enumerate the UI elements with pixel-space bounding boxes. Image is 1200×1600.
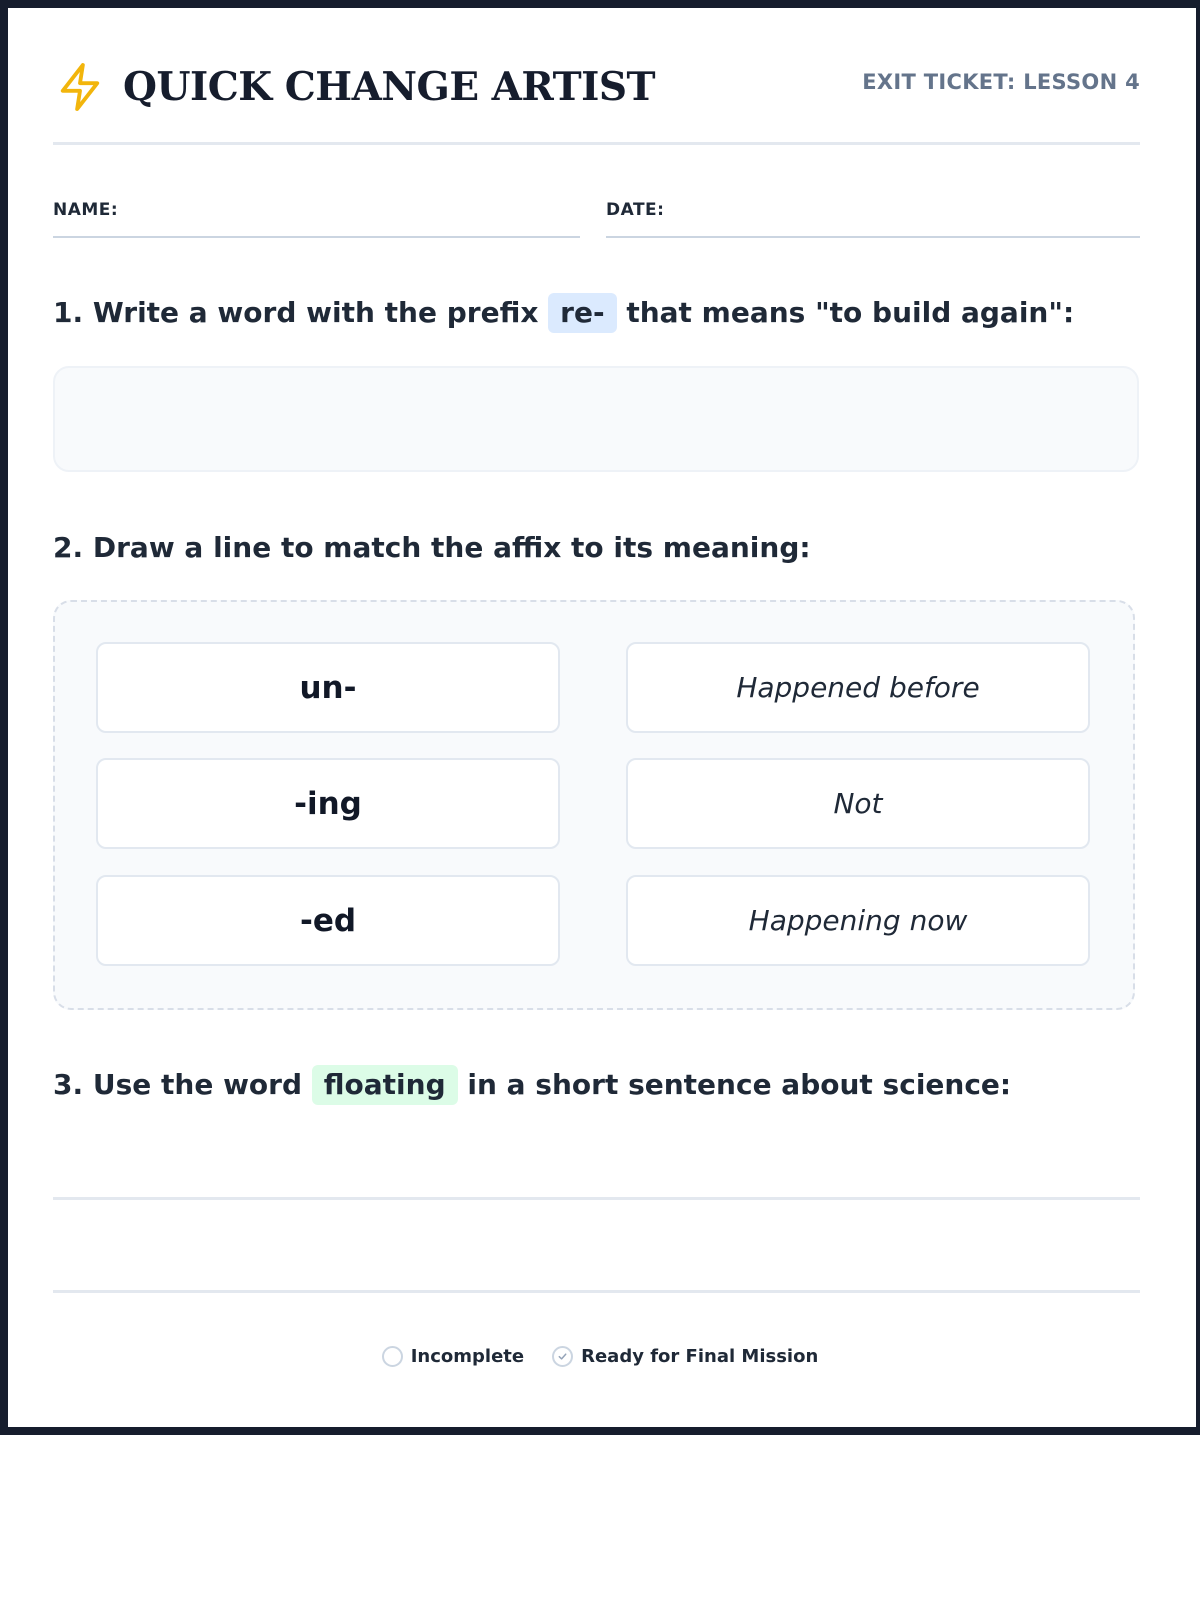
affix-card-un[interactable] xyxy=(96,642,560,733)
meaning-label: Happening now xyxy=(748,904,968,937)
affix-label: -ed xyxy=(299,902,357,939)
meaning-label: Happened before xyxy=(736,671,980,704)
status-checklist xyxy=(0,1346,1200,1367)
meaning-card-happened-before[interactable] xyxy=(626,642,1090,733)
lightning-bolt-icon xyxy=(57,62,103,112)
meaning-card-not[interactable] xyxy=(626,758,1090,849)
empty-circle-icon[interactable] xyxy=(382,1346,403,1367)
affix-label: -ing xyxy=(294,785,362,822)
worksheet-header xyxy=(53,58,1140,145)
meaning-card-happening-now[interactable] xyxy=(626,875,1090,966)
affix-card-ing[interactable] xyxy=(96,758,560,849)
status-incomplete-label: Incomplete xyxy=(410,1346,525,1367)
worksheet-title: QUICK CHANGE ARTIST xyxy=(123,64,656,110)
name-field[interactable] xyxy=(53,190,580,238)
answer-line-1[interactable] xyxy=(53,1197,1140,1200)
affix-card-ed[interactable] xyxy=(96,875,560,966)
question-3 xyxy=(53,1064,1011,1106)
matching-area xyxy=(53,600,1135,1010)
question-2: 2. Draw a line to match the affix to its meaning: xyxy=(53,531,811,564)
question-1-answer-box[interactable] xyxy=(53,366,1139,472)
date-field[interactable] xyxy=(606,190,1140,238)
meaning-label: Not xyxy=(833,787,883,820)
name-label: NAME: xyxy=(53,200,119,220)
question-1-text-end: that means "to build again": xyxy=(626,296,1075,329)
status-ready-label: Ready for Final Mission xyxy=(581,1346,819,1367)
exit-ticket-label: EXIT TICKET: LESSON 4 xyxy=(862,70,1140,94)
status-ready[interactable] xyxy=(552,1346,818,1367)
question-1 xyxy=(53,292,1074,334)
prefix-highlight: re- xyxy=(548,293,616,333)
check-circle-icon[interactable] xyxy=(552,1346,573,1367)
status-incomplete[interactable] xyxy=(382,1346,524,1367)
affix-label: un- xyxy=(299,669,357,706)
question-1-text-start: 1. Write a word with the prefix xyxy=(53,296,539,329)
question-3-text-end: in a short sentence about science: xyxy=(467,1068,1012,1101)
word-highlight: floating xyxy=(312,1065,458,1105)
answer-line-2[interactable] xyxy=(53,1290,1140,1293)
question-3-text-start: 3. Use the word xyxy=(53,1068,303,1101)
date-label: DATE: xyxy=(606,200,665,220)
